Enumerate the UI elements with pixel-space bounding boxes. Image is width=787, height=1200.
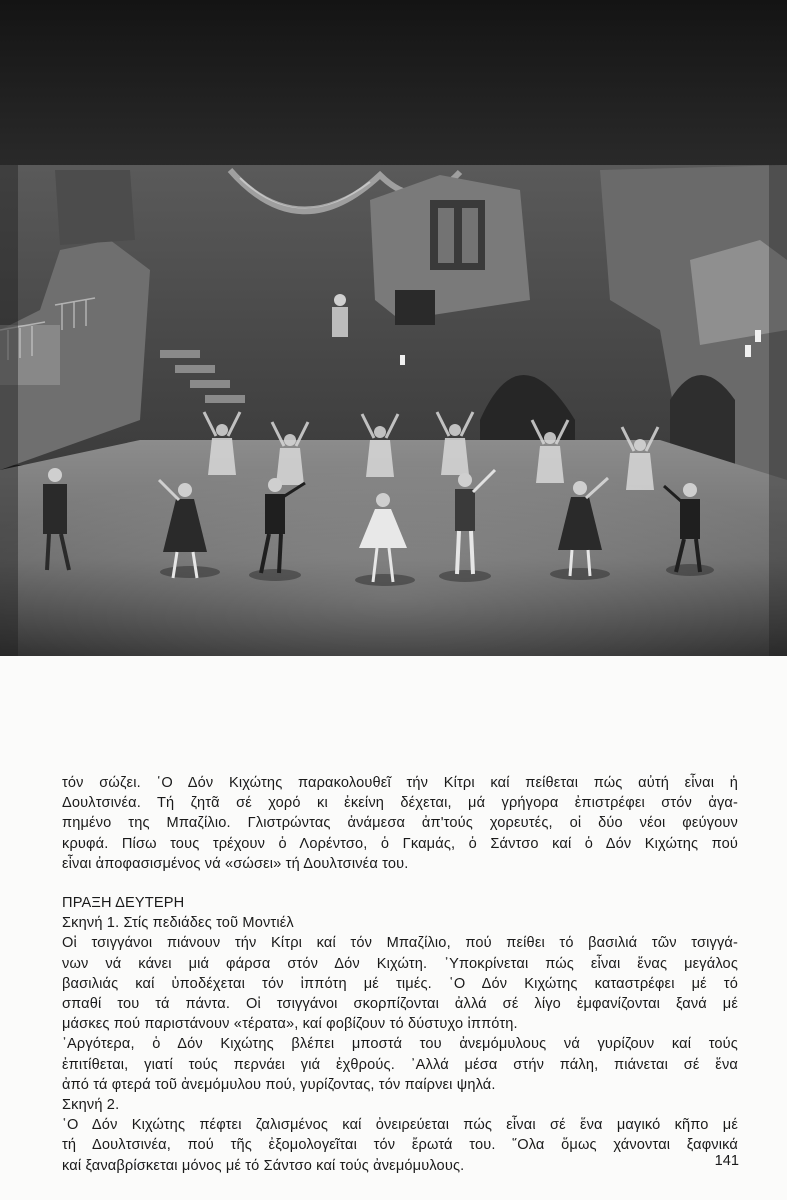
text-line: Δουλτσινέα. Τή ζητᾶ σέ χορό κι ἐκείνη δέχεται, μά γρήγορα ἐπιστρέφει στόν ἀγα- (62, 795, 738, 812)
paragraph-3 (62, 1034, 738, 1095)
text-line: πημένο της Μπαζίλιο. Γλιστρώντας ἀνάμεσα ἀπ'τούς χορευτές, οἱ δύο νέοι φεύγουν (62, 815, 738, 832)
paragraph-1 (62, 773, 738, 874)
body-text (62, 773, 738, 1176)
page-number: 141 (714, 1153, 739, 1169)
text-line: καί ξαναβρίσκεται μόνος μέ τό Σάντσο καί τούς ἀνεμόμυλους. (62, 1157, 465, 1174)
text-line: τή Δουλτσινέα, πού τῆς ἐξομολογεῖται τόν ἔρωτά του. ῞Ολα ὅμως χάνονται ξαφνικά (62, 1137, 738, 1154)
text-line: σπαθί του τά πάντα. Οἱ τσιγγάνοι σκορπίζονται ἀλλά σέ λίγο ἐμφανίζονται ξανά μέ (62, 996, 738, 1013)
text-line: ἀπό τά φτερά τοῦ ἀνεμόμυλου πού, γυρίζοντας, τόν παίρνει ψηλά. (62, 1076, 496, 1093)
paragraph-4 (62, 1115, 738, 1176)
text-line: βασιλιάς καί ὑποδέχεται τόν ἱππότη μέ τιμές. ῾Ο Δόν Κιχώτης καταστρέφει μέ τό (62, 975, 738, 992)
text-line: ῾Ο Δόν Κιχώτης πέφτει ζαλισμένος καί ὀνειρεύεται πώς εἶναι σέ ἕνα μαγικό κῆπο μέ (62, 1117, 738, 1134)
text-line: μάσκες πού παριστάνουν «τέρατα», καί φοβίζουν τό δύστυχο ἱππότη. (62, 1016, 518, 1033)
text-line: νων νά κάνει μιά φάρσα στόν Δόν Κιχώτη. ᾿Υποκρίνεται πώς εἶναι ἕνας μεγάλος (62, 955, 738, 972)
act-heading: ΠΡΑΞΗ ΔΕΥΤΕΡΗ (62, 895, 185, 912)
text-line: εἶναι ἀποφασισμένος νά «σώσει» τή Δουλτσινέα του. (62, 855, 409, 872)
paragraph-2 (62, 933, 738, 1034)
text-line: ἐπιτίθεται, γιατί τούς περνάει γιά ἐχθρούς. ᾿Αλλά μέσα στήν πάλη, πιάνεται σέ ἕνα (62, 1056, 738, 1073)
scene-2-heading: Σκηνή 2. (62, 1097, 120, 1114)
text-line: κρυφά. Πίσω τους τρέχουν ὁ Λορέντσο, ὁ Γκαμάς, ὁ Σάντσο καί ὁ Δόν Κιχώτης πού (62, 835, 738, 852)
scene-1-heading: Σκηνή 1. Στίς πεδιάδες τοῦ Μοντιέλ (62, 915, 294, 932)
text-line: ᾿Αργότερα, ὁ Δόν Κιχώτης βλέπει μποστά του ἀνεμόμυλους νά γυρίζουν καί τούς (62, 1036, 738, 1053)
text-line: Οἱ τσιγγάνοι πιάνουν τήν Κίτρι καί τόν Μπαζίλιο, πού πείθει τό βασιλιά τῶν τσιγγά- (62, 935, 738, 952)
text-line: τόν σώζει. ῾Ο Δόν Κιχώτης παρακολουθεῖ τήν Κίτρι καί πείθεται πώς αὐτή εἶναι ἡ (62, 775, 738, 791)
